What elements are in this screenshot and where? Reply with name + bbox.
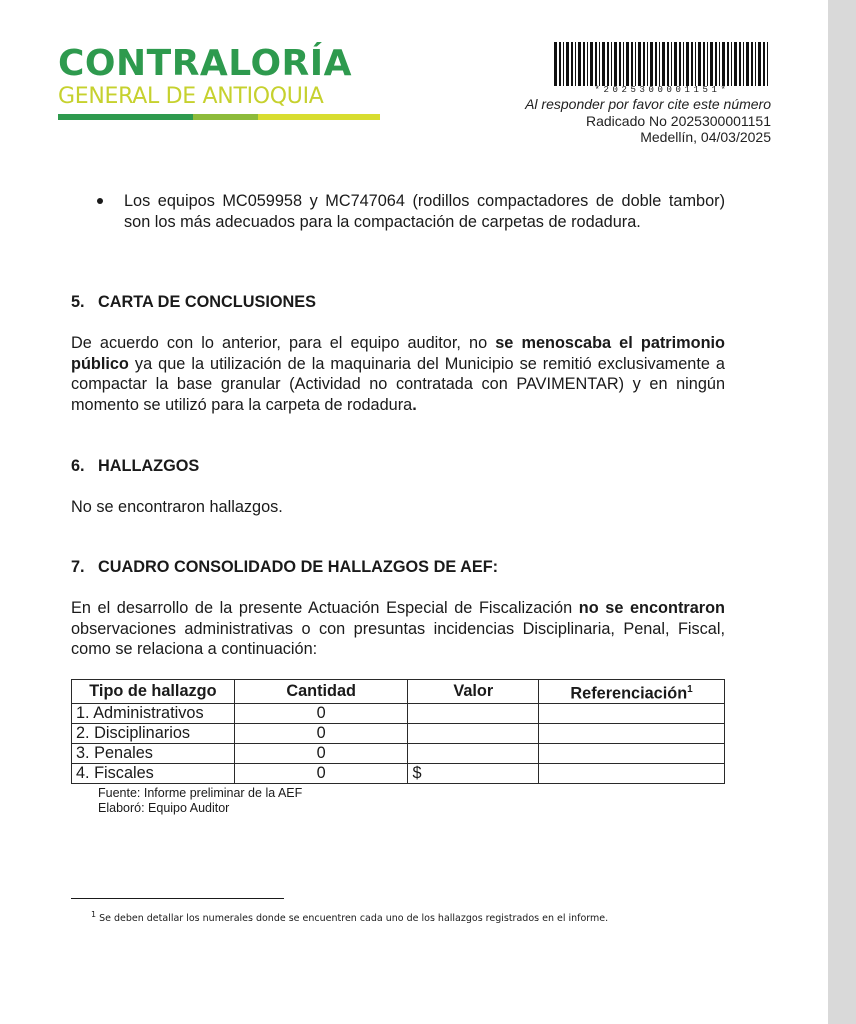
radicado-number: Radicado No 2025300001151: [585, 112, 771, 129]
footnote: [91, 910, 608, 924]
barcode-bar: [731, 42, 732, 86]
table-cell: 3. Penales: [72, 744, 235, 764]
section-7-number: 7.: [71, 558, 85, 576]
barcode-bar: [739, 42, 741, 86]
paragraph-period: .: [412, 395, 417, 414]
table-cell: 0: [234, 764, 408, 784]
logo-subtitle: GENERAL DE ANTIOQUIA: [58, 84, 324, 109]
findings-table: [71, 679, 725, 784]
barcode-bar: [635, 42, 636, 86]
column-header: Valor: [408, 680, 539, 704]
section-6-text: No se encontraron hallazgos.: [71, 498, 283, 516]
section-7-paragraph: [71, 598, 725, 660]
barcode-bar: [763, 42, 765, 86]
section-6-number: 6.: [71, 457, 85, 475]
paragraph-text: observaciones administrativas o con presuntas incidencias Disciplinaria, Penal, Fiscal, como se relaciona a continuación:: [71, 619, 725, 658]
bullet-item: Los equipos MC059958 y MC747064 (rodillos compactadores de doble tambor) son los más adecuados para la compactación de carpetas de rodadura.: [124, 192, 725, 231]
barcode-bar: [727, 42, 729, 86]
table-source: Fuente: Informe preliminar de la AEF: [98, 786, 303, 800]
section-7-heading: [71, 557, 498, 577]
barcode-bar: [575, 42, 576, 86]
barcode-bar: [707, 42, 708, 86]
barcode-bar: [659, 42, 660, 86]
paragraph-bold-text: no se encontraron: [578, 599, 725, 617]
barcode-bar: [590, 42, 593, 86]
table-cell: [539, 744, 725, 764]
logo: [58, 43, 380, 120]
table-cell: [408, 744, 539, 764]
table-row: [72, 744, 725, 764]
cite-text: Al responder por favor cite este número: [525, 96, 771, 112]
barcode-bar: [583, 42, 585, 86]
table-cell: 4. Fiscales: [72, 764, 235, 784]
barcode-bar: [722, 42, 725, 86]
section-6-title: HALLAZGOS: [98, 457, 200, 475]
barcode-bar: [595, 42, 597, 86]
section-7-title: CUADRO CONSOLIDADO DE HALLAZGOS DE AEF:: [98, 558, 499, 576]
barcode-bar: [619, 42, 621, 86]
barcode-bar: [695, 42, 696, 86]
barcode-bar: [667, 42, 669, 86]
barcode-bar: [559, 42, 561, 86]
paragraph-text: ya que la utilización de la maquinaria del Municipio se remitió exclusivamente a compactar la base granular (Actividad no contratada con PAVIMENTAR) y en ningún momento se utilizó para la carpeta de rodadura: [71, 354, 725, 414]
table-cell: 0: [234, 744, 408, 764]
barcode-bar: [626, 42, 629, 86]
barcode-graphic: [553, 42, 771, 86]
paragraph-bold-text: se menoscaba el patrimonio público: [71, 334, 725, 373]
logo-title: CONTRALORÍA: [58, 43, 353, 84]
section-5-heading: [71, 292, 316, 312]
footnote-mark: 1: [91, 910, 97, 919]
table-prepared-by: Elaboró: Equipo Auditor: [98, 801, 230, 815]
barcode-bar: [554, 42, 557, 86]
barcode-bar: [631, 42, 633, 86]
table-header-row: [72, 680, 725, 704]
column-header: Tipo de hallazgo: [72, 680, 235, 704]
barcode-bar: [743, 42, 744, 86]
table-cell: [539, 704, 725, 724]
paragraph-text: De acuerdo con lo anterior, para el equipo auditor, no: [71, 334, 496, 352]
barcode-bar: [578, 42, 581, 86]
column-header: Cantidad: [234, 680, 408, 704]
barcode-bar: [611, 42, 612, 86]
section-6-heading: [71, 456, 199, 476]
barcode-bar: [686, 42, 689, 86]
column-header-label: Referenciación: [570, 684, 688, 703]
paragraph-text: En el desarrollo de la presente Actuación Especial de Fiscalización: [71, 599, 579, 617]
barcode-bar: [703, 42, 705, 86]
footnote-reference: 1: [687, 684, 693, 695]
table-cell: 1. Administrativos: [72, 704, 235, 724]
barcode-bar: [638, 42, 641, 86]
logo-color-bar: [58, 114, 380, 120]
barcode-bar: [607, 42, 609, 86]
section-5-number: 5.: [71, 293, 85, 311]
table-cell: [408, 724, 539, 744]
barcode-digits: *2025300001151*: [594, 85, 730, 95]
barcode-bar: [643, 42, 645, 86]
table-cell: 0: [234, 704, 408, 724]
place-date: Medellín, 04/03/2025: [640, 129, 771, 145]
header-reference: [525, 96, 771, 146]
table-row: [72, 764, 725, 784]
section-5-title: CARTA DE CONCLUSIONES: [98, 293, 316, 311]
footnote-separator: [71, 898, 284, 899]
barcode-bar: [734, 42, 737, 86]
barcode-bar: [671, 42, 672, 86]
barcode-bar: [710, 42, 713, 86]
barcode-bar: [614, 42, 617, 86]
table-cell: [539, 724, 725, 744]
barcode-bar: [566, 42, 569, 86]
barcode-bar: [662, 42, 665, 86]
barcode-bar: [571, 42, 573, 86]
table-cell: [539, 764, 725, 784]
barcode-bar: [691, 42, 693, 86]
barcode-bar: [623, 42, 624, 86]
barcode-bar: [767, 42, 768, 86]
footnote-text: Se deben detallar los numerales donde se encuentren cada uno de los hallazgos registrados en el informe.: [99, 913, 609, 925]
barcode: [553, 42, 771, 95]
bullet-dot: [97, 198, 103, 204]
section-5-paragraph: [71, 333, 725, 415]
barcode-bar: [698, 42, 701, 86]
barcode-bar: [563, 42, 564, 86]
barcode-bar: [719, 42, 720, 86]
barcode-bar: [746, 42, 749, 86]
barcode-bar: [715, 42, 717, 86]
table-cell: 0: [234, 724, 408, 744]
barcode-bar: [650, 42, 653, 86]
column-header: [539, 680, 725, 704]
table-row: [72, 724, 725, 744]
barcode-bar: [758, 42, 761, 86]
barcode-bar: [755, 42, 756, 86]
barcode-bar: [602, 42, 605, 86]
barcode-bar: [655, 42, 657, 86]
table-cell: $: [408, 764, 539, 784]
barcode-bar: [679, 42, 681, 86]
barcode-bar: [751, 42, 753, 86]
table-row: [72, 704, 725, 724]
barcode-bar: [647, 42, 648, 86]
table-cell: [408, 704, 539, 724]
barcode-bar: [683, 42, 684, 86]
table-cell: 2. Disciplinarios: [72, 724, 235, 744]
barcode-bar: [674, 42, 677, 86]
barcode-bar: [587, 42, 588, 86]
barcode-bar: [599, 42, 600, 86]
